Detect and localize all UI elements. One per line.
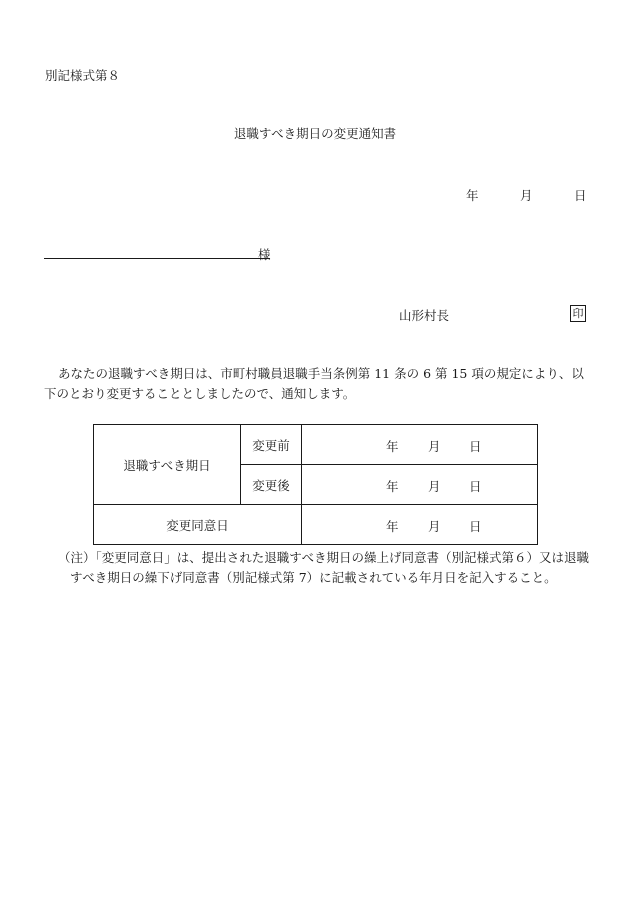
before-year-label: 年 <box>386 438 399 454</box>
date-day-label: 日 <box>574 188 587 203</box>
agreement-date-label: 変更同意日 <box>94 505 302 545</box>
after-year-label: 年 <box>386 478 399 494</box>
retirement-date-table <box>93 424 538 545</box>
addressee-name-line <box>44 258 270 259</box>
agreement-year-label: 年 <box>386 518 399 534</box>
after-change-date <box>302 465 538 505</box>
before-month-label: 月 <box>428 438 441 454</box>
form-number: 別記様式第８ <box>45 68 121 83</box>
agreement-day-label: 日 <box>469 518 482 534</box>
date-month-label: 月 <box>520 188 533 203</box>
before-day-label: 日 <box>469 438 482 454</box>
footnote-text: （注）「変更同意日」は、提出された退職すべき期日の繰上げ同意書（別記様式第６）又は退職すべき期日の繰下げ同意書（別記様式第 7）に記載されている年月日を記入すること。 <box>58 550 590 585</box>
agreement-month-label: 月 <box>428 518 441 534</box>
date-year-label: 年 <box>466 188 479 203</box>
table-row <box>94 425 538 465</box>
agreement-date <box>302 505 538 545</box>
table-row <box>94 505 538 545</box>
document-title: 退職すべき期日の変更通知書 <box>233 126 397 141</box>
before-change-date <box>302 425 538 465</box>
notice-body-text: あなたの退職すべき期日は、市町村職員退職手当条例第 11 条の 6 第 15 項の規定により、以下のとおり変更することとしましたので、通知します。 <box>44 366 584 401</box>
after-change-label: 変更後 <box>241 465 302 505</box>
before-change-label: 変更前 <box>241 425 302 465</box>
addressee-honorific: 様 <box>258 247 271 262</box>
after-month-label: 月 <box>428 478 441 494</box>
retirement-date-header: 退職すべき期日 <box>94 425 241 505</box>
sender-name: 山形村長 <box>399 308 450 323</box>
footnote <box>58 548 590 588</box>
after-day-label: 日 <box>469 478 482 494</box>
seal-mark: 印 <box>570 305 586 322</box>
